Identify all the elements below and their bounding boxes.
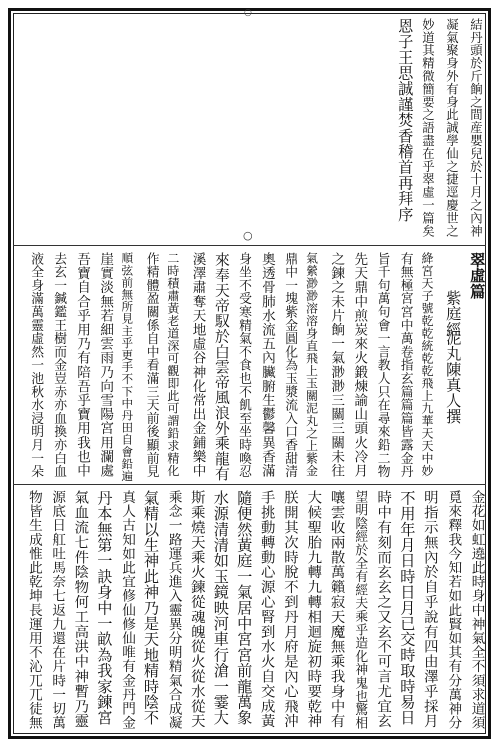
text-column: 凝氣聚身外有身此誠學仙之捷逕慶世之: [444, 18, 460, 238]
text-column: 物皆生成惟此乾坤長運用不沁兀兀徒無: [25, 490, 42, 730]
text-column: 金花如虹遶此時身中神氣全不須求道須: [468, 490, 485, 730]
middle-circle-mark: ○: [243, 229, 253, 242]
text-column: 有無極宮宮中萬卷指玄篇篇篇皆露金丹: [397, 252, 413, 479]
author-name: 泥丸陳真人撰: [444, 330, 463, 425]
text-column: 絳宮天子號乾乾統乾乾飛上九華天天中妙: [420, 252, 434, 477]
section-divider-top: [13, 245, 486, 246]
author-label: 紫庭經: [444, 290, 463, 338]
text-column: 水源清清如玉鏡映河車行滄一霎大: [211, 490, 230, 726]
text-column: 真人古知如此宜修仙修仙唯有金丹門金: [119, 490, 136, 730]
text-column: 先天鼎中煎炭來火鍛煉諭山頭火冷月: [351, 252, 368, 478]
text-column: 乘念一路運兵進入靈異分明精氣合成凝: [165, 490, 182, 730]
text-column: 氣縈渺渺溶溶身直飛上玉關泥丸之上紫金: [304, 252, 319, 477]
text-column: 氣血流七件陰物何工高洪中神暫乃靈: [72, 490, 89, 729]
text-column: 丹本無第一訣身中一畝為我家鍊宮: [95, 490, 114, 726]
text-column: 隨便然黃庭一氣居中宮宮前龍萬象: [235, 490, 254, 726]
text-column: 覓來釋我今知若如此賢如其有分萬神分: [445, 490, 462, 730]
text-column: 二時積肅黃老道深可觀即此可謂鉛求精化: [165, 252, 180, 477]
text-column: 手挑動轉動心源心腎到水火自交成黃: [258, 490, 275, 729]
text-column: 望明陰經於全有經夫乘乎造化神鬼也驚相: [352, 490, 368, 730]
text-column: 鼎中一塊紫金圓化為玉漿流入口香甜清: [282, 252, 298, 479]
text-column: 明指示無內於自乎說有四由澤乎採月: [421, 490, 438, 729]
text-column: 作精體盈關係自中看滿三天前後顯前見: [143, 252, 159, 479]
text-column: 妙道其精微簡要之語盡在乎翠虛一篇矣: [420, 18, 436, 238]
text-column: 時中有刻而玄玄之又玄不可言尤宜玄: [375, 490, 392, 729]
text-column: 吾寶自合乎用乃有陪吾乎寶用我也中: [74, 252, 91, 478]
text-column: 嚷雲收兩散萬籟寂天魔無乘我身中有: [328, 490, 345, 729]
text-column: 大候聖胎九轉九轉相迴旋初時要乾神: [305, 490, 322, 729]
top-circle-mark: ○: [244, 8, 252, 18]
text-column: 斯乘燒天乘火鍊從魂魄從火從水從天: [188, 490, 205, 729]
text-column: 液全身滿萬靈虛然一池秋水浸明月一朵: [28, 252, 44, 479]
text-column: 旨千句萬句會一言教人只在尋來鉛二物: [374, 252, 390, 479]
section-title: 翠虛篇: [468, 252, 487, 300]
text-column: 朕開其次時脫不到丹月府是內心飛沖: [282, 490, 298, 729]
text-column: 順弦前無所見主乎更手不下中丹田自會鉛遍: [120, 252, 135, 482]
text-column: 恩子王思誠謹焚香稽首再拜序: [396, 18, 415, 223]
text-column: 身坐不受寒精氣不食也不飢至坐時喚忍: [235, 252, 251, 479]
text-column: 去玄一鍼鑑王樹而金豈赤亦血換亦白血: [51, 252, 67, 479]
text-column: 崖實淡無若細雲雨乃向雪陽宮用瀾處: [97, 252, 114, 478]
text-column: 溪澤肅奪天地虛谷神化常出金鋪樂中: [189, 252, 206, 478]
text-column: 不用年月日時日月已交時取時易日: [398, 490, 417, 726]
text-column: 源底日舡吐馬奈七返九還在片時一切萬: [49, 490, 66, 730]
text-column: 之鍊之未片餉一氣渺渺三關三關未往: [328, 252, 345, 478]
section-divider-bottom: [13, 484, 486, 485]
text-column: 來奉天帝馭於白雲帝風浪外乘龍有: [212, 252, 230, 482]
text-column: 結丹頭於斤餉之間産嬰兒於十月之內神: [468, 18, 484, 238]
text-column: 奧透骨肺水流五內臟腑生鬱馨異香滿: [258, 252, 275, 478]
text-column: 氣精以生神此神乃是天地精時陰不: [142, 490, 160, 726]
